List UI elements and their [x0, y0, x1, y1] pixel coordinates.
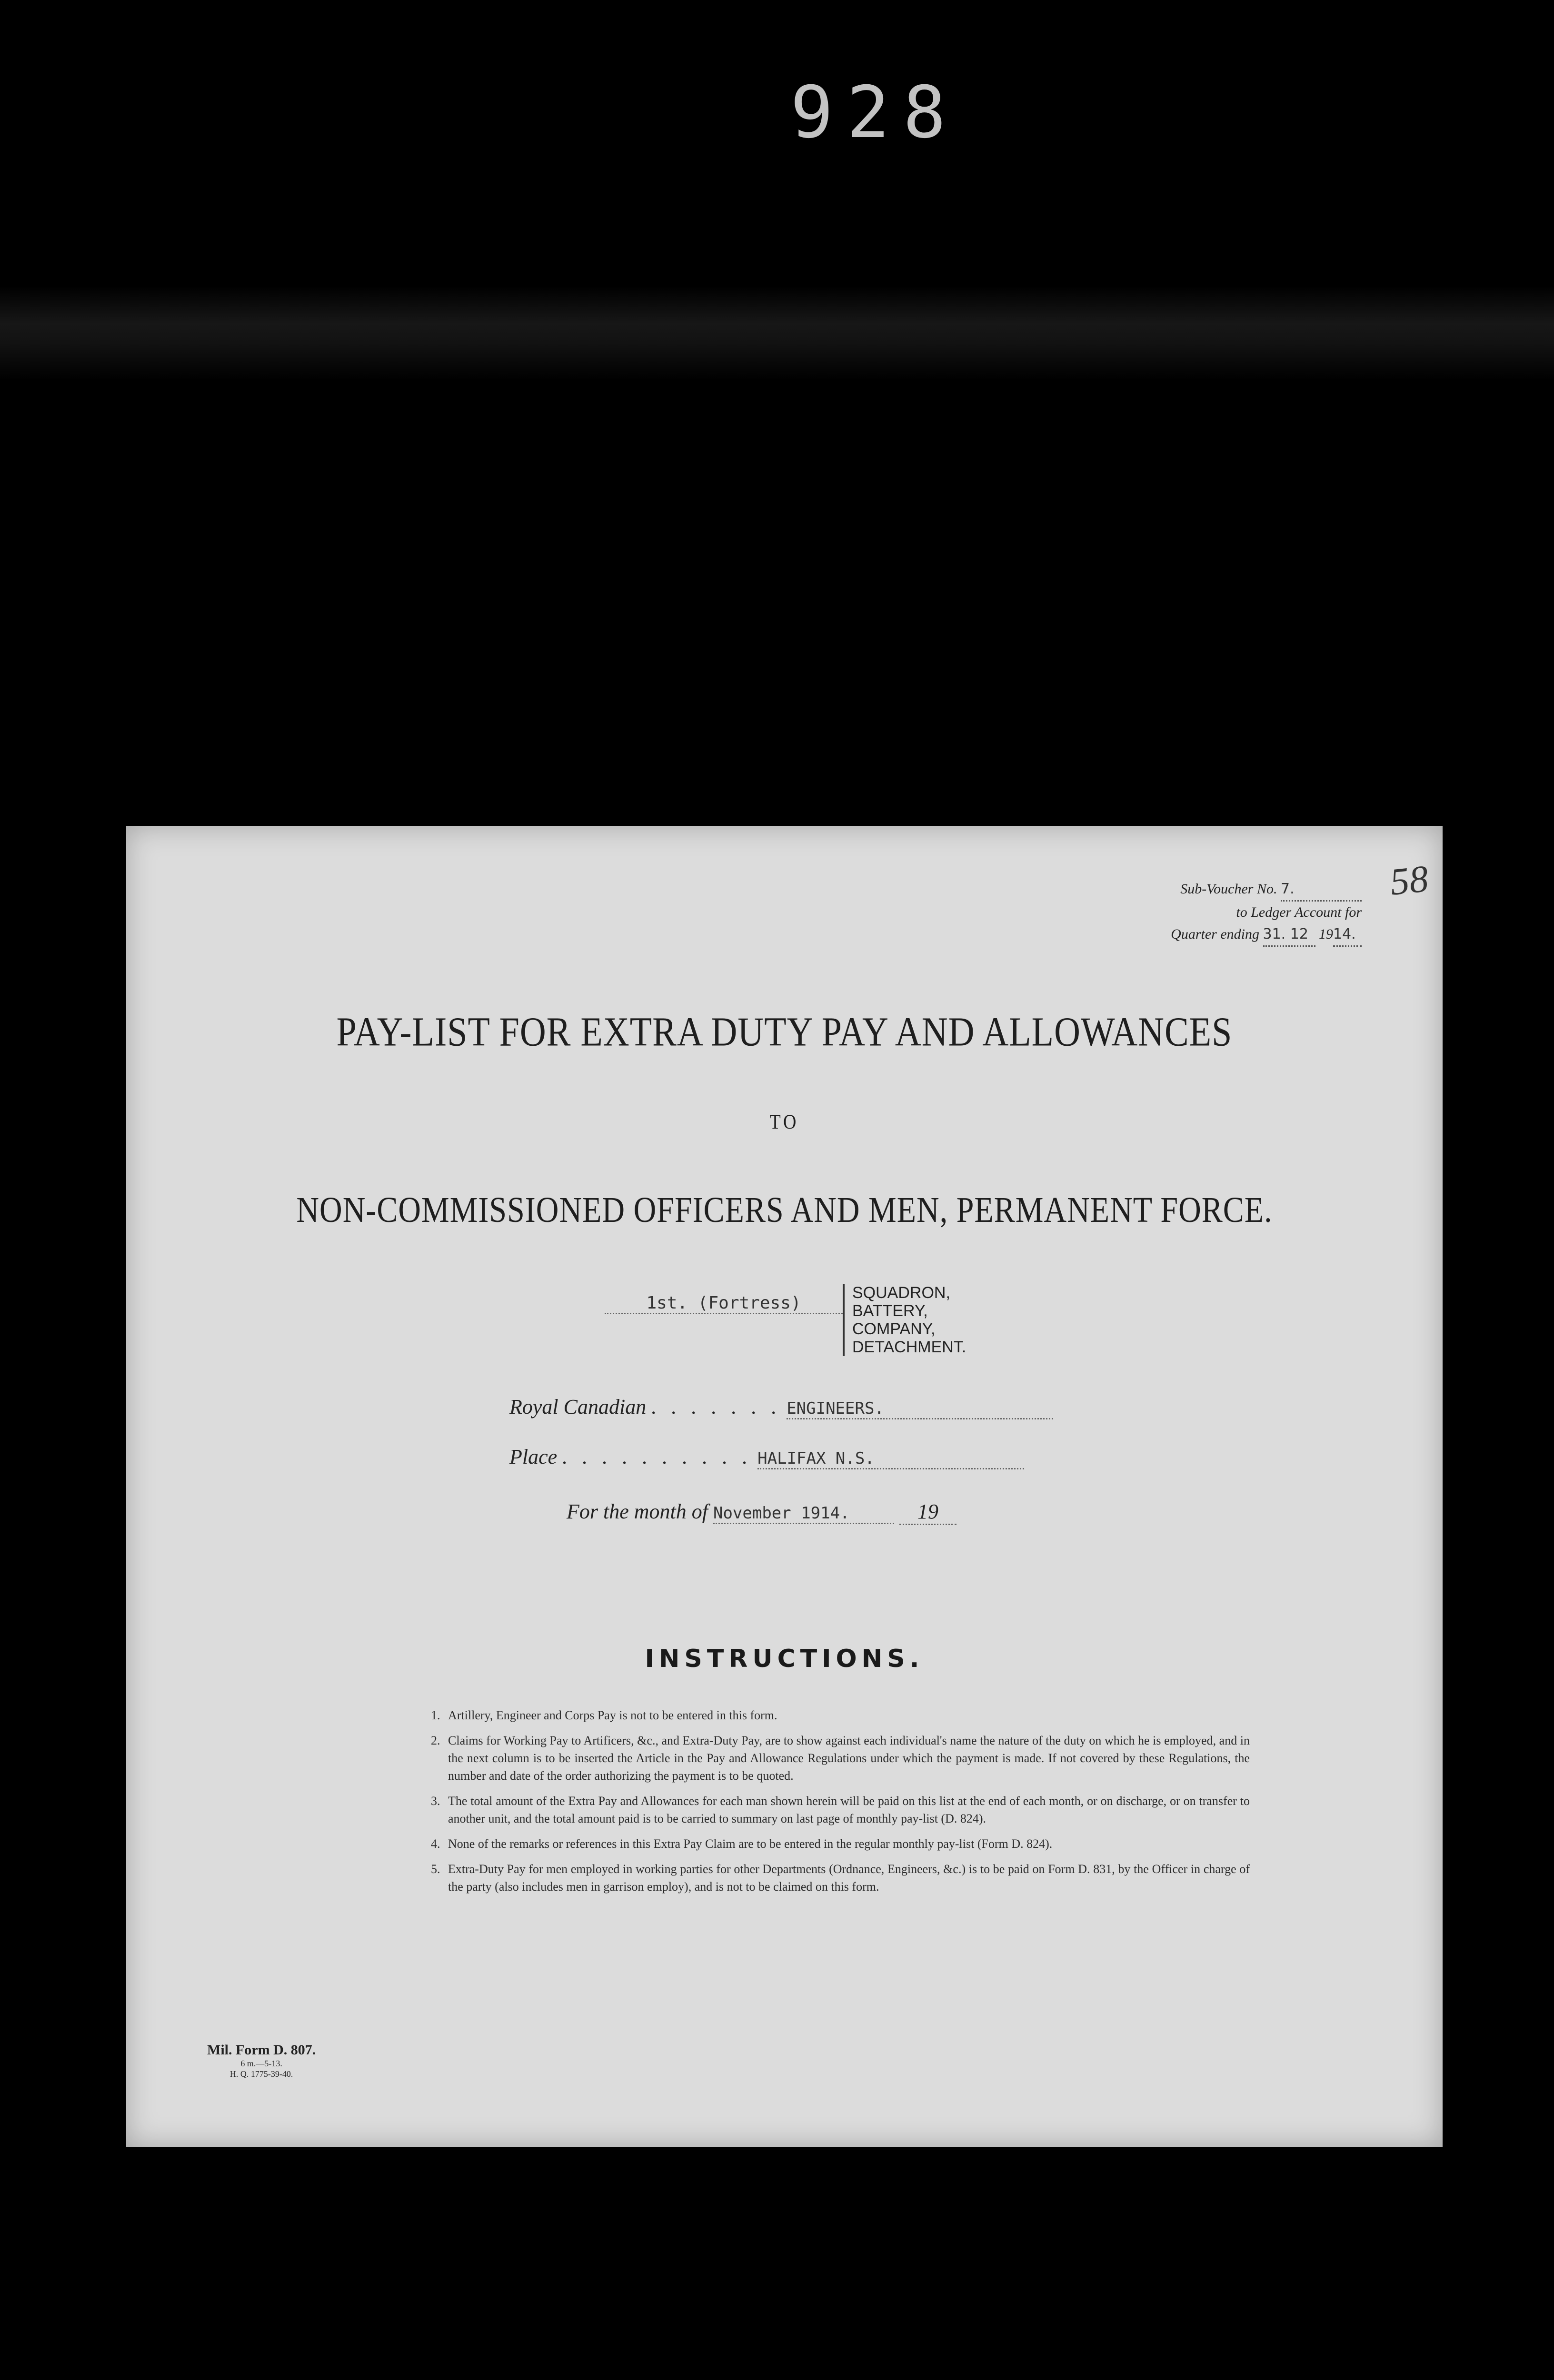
instruction-number: 2. [431, 1734, 440, 1747]
scan-band [0, 286, 1554, 381]
page-number: 58 [1388, 858, 1431, 903]
month-year: 19 [899, 1499, 956, 1525]
unit-option: BATTERY, [852, 1302, 928, 1320]
quarter-line [1114, 923, 1362, 947]
sub-voucher-number: 7. [1281, 878, 1362, 902]
instruction-number: 3. [431, 1794, 440, 1808]
instruction-item [431, 1732, 1250, 1785]
instruction-number: 1. [431, 1708, 440, 1722]
instruction-text: Extra-Duty Pay for men employed in working parties for other Departments (Ordnance, Engineers, &c.) is to be paid on Form D. 831, by the Officer in charge of the party (also includes men in garrison employ), and is not to be claimed on this form. [448, 1862, 1250, 1894]
instruction-item [431, 1706, 1250, 1724]
instruction-text: The total amount of the Extra Pay and Allowances for each man shown herein will be paid on this list at the end of each month, or on discharge, or on transfer to another unit, and the total amount paid is to be carried to summary on last page of monthly pay-list (D. 824). [448, 1794, 1250, 1825]
ledger-label: to Ledger Account for [1236, 904, 1362, 920]
form-id-main: Mil. Form D. 807. [207, 2042, 316, 2058]
unit-options [843, 1284, 966, 1356]
unit-value: 1st. (Fortress) [605, 1293, 843, 1314]
unit-option: COMPANY, [852, 1320, 936, 1338]
place-label: Place [509, 1445, 558, 1468]
corps-label: Royal Canadian [509, 1395, 647, 1418]
form-identifier [207, 2042, 316, 2079]
month-field [567, 1499, 956, 1525]
unit-option: DETACHMENT. [852, 1338, 966, 1356]
month-label: For the month of [567, 1500, 708, 1523]
sub-voucher-label: Sub-Voucher No. [1180, 881, 1277, 897]
form-id-line2: 6 m.—5-13. [240, 2059, 282, 2068]
place-field [509, 1445, 1024, 1469]
instruction-text: Claims for Working Pay to Artificers, &c., and Extra-Duty Pay, are to show against each individual's name the nature of the duty on which he is employed, and in the next column is to be inserted the Article in the Pay and Allowance Regulations under which the payment is made. If not covered by these Regulations, the number and date of the order authorizing the payment is to be quoted. [448, 1734, 1250, 1783]
corps-dots: . . . . . . . [651, 1395, 782, 1418]
instruction-number: 4. [431, 1837, 440, 1851]
sub-voucher-line [1114, 878, 1362, 902]
instructions-title: INSTRUCTIONS. [645, 1645, 924, 1673]
document-subtitle: NON-COMMISSIONED OFFICERS AND MEN, PERMANENT FORCE. [296, 1190, 1273, 1230]
document-title: PAY-LIST FOR EXTRA DUTY PAY AND ALLOWANCES [336, 1009, 1233, 1055]
corps-value: ENGINEERS. [787, 1399, 1053, 1419]
paylist-sheet [126, 826, 1443, 2147]
quarter-value: 31. 12 [1263, 923, 1315, 947]
quarter-year-suffix: 14. [1333, 923, 1362, 947]
instruction-item [431, 1860, 1250, 1895]
form-id-line3: H. Q. 1775-39-40. [229, 2069, 293, 2079]
place-value: HALIFAX N.S. [757, 1449, 1024, 1469]
place-dots: . . . . . . . . . . [562, 1445, 753, 1468]
quarter-year: 19 [1319, 926, 1333, 942]
voucher-block [1114, 878, 1362, 947]
document-to: TO [769, 1110, 799, 1134]
quarter-label: Quarter ending [1171, 926, 1259, 942]
instruction-item [431, 1792, 1250, 1827]
instruction-text: None of the remarks or references in this Extra Pay Claim are to be entered in the regular monthly pay-list (Form D. 824). [448, 1837, 1053, 1851]
corps-field [509, 1395, 1053, 1419]
instruction-text: Artillery, Engineer and Corps Pay is not to be entered in this form. [448, 1708, 777, 1722]
unit-option: SQUADRON, [852, 1284, 950, 1302]
frame-number: 928 [790, 71, 959, 154]
instructions-list [431, 1706, 1250, 1903]
instruction-item [431, 1835, 1250, 1853]
month-value: November 1914. [713, 1504, 894, 1524]
instruction-number: 5. [431, 1862, 440, 1876]
